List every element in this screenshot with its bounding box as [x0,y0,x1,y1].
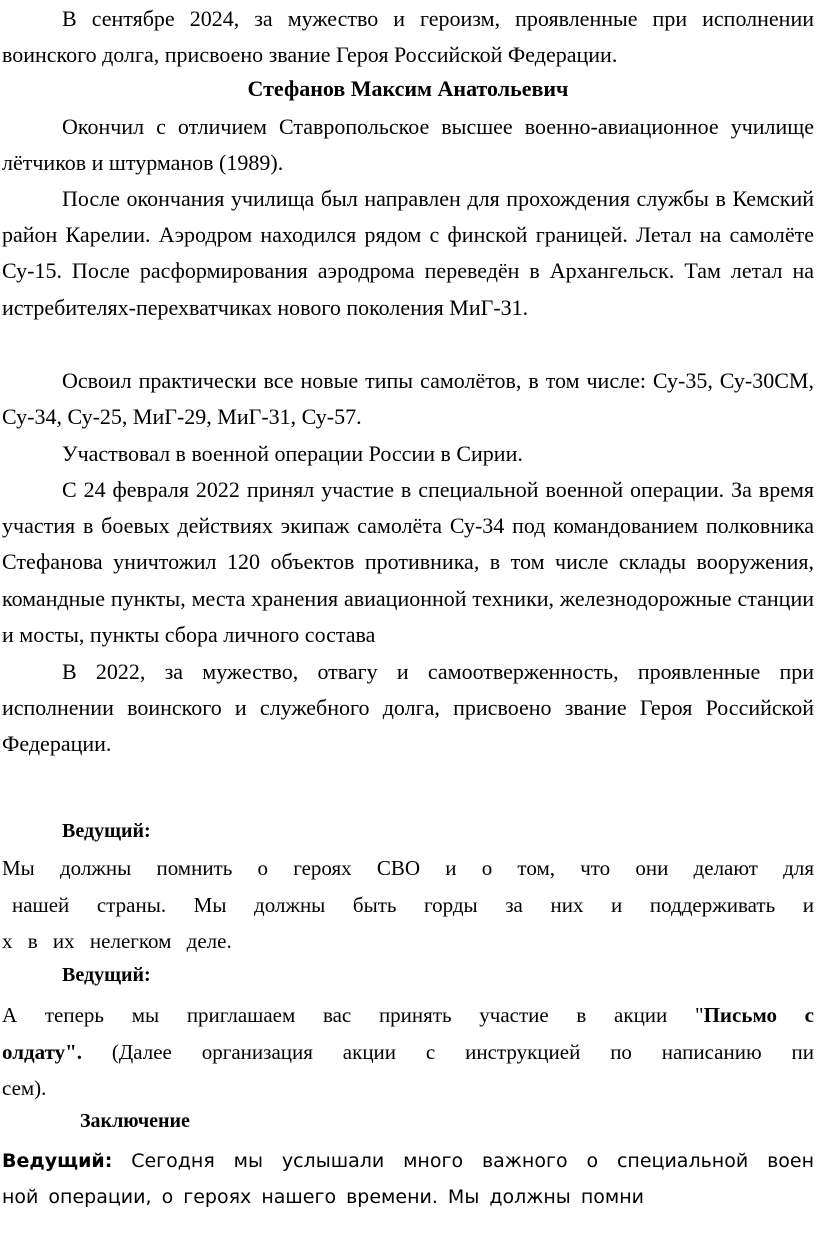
conclusion-heading: Заключение [80,1110,190,1132]
hero-award-paragraph: В 2022, за мужество, отвагу и самоотверженность, проявленные при исполнении воинского и служебного долга, присвоено звание Героя Российской Федерации. [2,659,814,757]
hero-aircraft-paragraph: Освоил практически все новые типы самолётов, в том числе: Су-35, Су-30СМ, Су-34, Су-25, МиГ-29, МиГ-31, Су-57. [2,368,814,430]
letter-to-soldier-bold-1: Письмо с [703,1003,814,1027]
hero-svo-paragraph: С 24 февраля 2022 принял участие в специальной военной операции. За время участия в боевых действиях экипаж самолёта Су-34 под командованием полковника Стефанова уничтожил 120 объектов противника, в том числе склады вооружения, командные пункты, места хранения авиационной техники, железнодорожные станции и мосты, пункты сбора личного состава [2,477,814,647]
conclusion-line-1-text: Сегодня мы услышали много важного о специальной воен [112,1150,814,1172]
host-label-1: Ведущий: [62,820,151,842]
host1-line-1: Мы должны помнить о героях СВО и о том, что они делают для [2,856,814,880]
host2-line-1-text: А теперь мы приглашаем вас принять участие в акции " [2,1003,704,1027]
host-label-2: Ведущий: [62,964,151,986]
conclusion-line-2: ной операции, о героях нашего времени. Мы должны помни [2,1186,644,1208]
hero-education-paragraph: Окончил с отличием Ставропольское высшее военно-авиационное училище лётчиков и штурманов (1989). [2,114,814,176]
host1-line-2: нашей страны. Мы должны быть горды за них и поддерживать и [12,893,814,917]
hero-name-heading: Стефанов Максим Анатольевич [247,76,569,101]
intro-line-1: В сентябре 2024, за мужество и героизм, проявленные при исполнении [62,6,814,31]
host1-line-3: х в их нелегком деле. [2,929,232,953]
host2-line-1 [2,998,814,1033]
letter-to-soldier-bold-2: олдату". [2,1040,83,1064]
host-label-3: Ведущий: [2,1150,113,1172]
intro-paragraph [2,1,814,73]
host2-line-3: сем). [2,1076,47,1100]
host2-line-2-text: (Далее организация акции с инструкцией по написанию пи [82,1040,814,1064]
intro-line-2: воинского долга, присвоено звание Героя Российской Федерации. [2,42,618,68]
host2-line-2 [2,1035,814,1070]
conclusion-line-1 [2,1144,814,1179]
hero-syria-paragraph: Участвовал в военной операции России в Сирии. [62,441,523,466]
hero-service-paragraph: После окончания училища был направлен для прохождения службы в Кемский район Карелии. Аэродром находился рядом с финской границей. Летал на самолёте Су-15. После расформирования аэродрома переведён в Архангельск. Там летал на истребителях-перехватчиках нового поколения МиГ-31. [2,186,814,320]
